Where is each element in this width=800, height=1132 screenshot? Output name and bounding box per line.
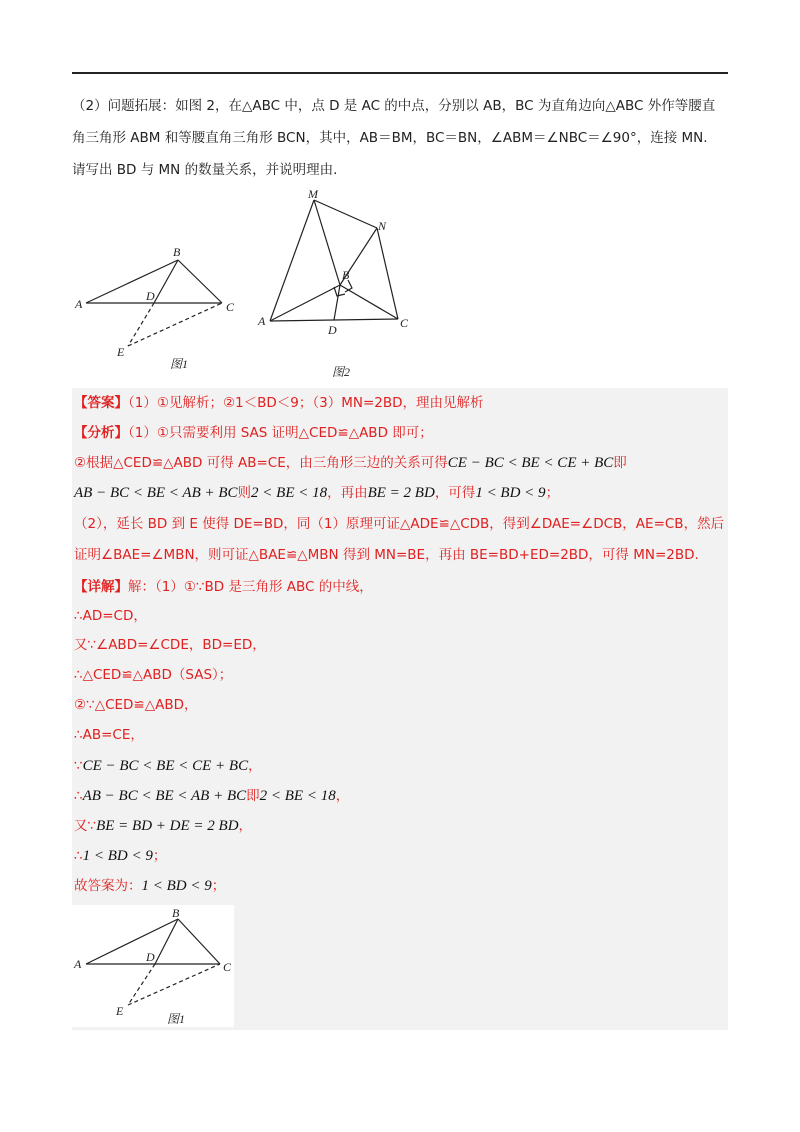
analysis-line-3 <box>74 482 726 504</box>
fig2-label-A: A <box>258 314 266 328</box>
fig1-label-A: A <box>75 297 83 311</box>
fig1-caption: 图1 <box>170 357 189 371</box>
analysis-math-3b: 2 < BE < 18 <box>251 485 328 501</box>
question-line-3: 请写出 BD 与 MN 的数量关系，并说明理由. <box>72 162 338 178</box>
answer-text: （1）①见解析；②1＜BD＜9；（3）MN=2BD，理由见解析 <box>128 395 484 411</box>
segment-NC <box>377 228 398 319</box>
analysis-text-3c: ，可得 <box>434 485 476 501</box>
fig2-label-C: C <box>400 316 409 330</box>
segment-AB <box>86 260 178 303</box>
detail-tag: 【详解】 <box>74 579 128 595</box>
detail-end-10: ； <box>152 848 167 864</box>
detail-line-7 <box>74 755 726 777</box>
figure-1-repeat-panel <box>72 905 234 1027</box>
analysis-text-2: ②根据△CED≌△ABD 可得 AB=CE，由三角形三边的关系可得 <box>74 455 448 471</box>
detail-line-11 <box>74 875 726 897</box>
detail-sym-10: ∴ <box>74 848 83 864</box>
fig2-label-D: D <box>328 323 337 337</box>
fig2-label-B: B <box>342 268 350 282</box>
detail-line-6: ∴AB=CE， <box>74 727 144 743</box>
figure-1 <box>86 260 222 346</box>
detail-line-9 <box>74 815 726 837</box>
answer-line <box>74 392 726 414</box>
analysis-tag: 【分析】 <box>74 425 128 441</box>
fig1-label-D: D <box>146 289 155 303</box>
detail-end-7: ， <box>248 758 262 774</box>
figures-1-2 <box>72 188 472 388</box>
analysis-line-5: 证明∠BAE=∠MBN，则可证△BAE≌△MBN 得到 MN=BE，再由 BE=BD+ED=2BD，可得 MN=2BD. <box>74 547 699 563</box>
analysis-line-2 <box>74 452 726 474</box>
segment-MB <box>314 200 340 285</box>
answer-tag: 【答案】 <box>74 395 128 411</box>
detail-line-10 <box>74 845 726 867</box>
fig1r-label-A: A <box>74 957 82 971</box>
fig1r-label-B: B <box>172 906 180 920</box>
detail-text-1: 解：（1）①∵BD 是三角形 ABC 的中线， <box>128 579 373 595</box>
detail-line-2: ∴AD=CD， <box>74 608 147 624</box>
detail-math-8b: 2 < BE < 18 <box>259 788 336 804</box>
detail-math-10: 1 < BD < 9 <box>82 848 153 864</box>
header-rule <box>72 72 728 74</box>
detail-end-11: ； <box>211 878 226 894</box>
detail-line-3: 又∵∠ABD=∠CDE，BD=ED， <box>74 637 266 653</box>
question-line-2: 角三角形 ABM 和等腰直角三角形 BCN，其中，AB＝BM，BC＝BN，∠ABM＝∠NBC＝∠90°，连接 MN. <box>72 130 708 146</box>
detail-math-9: BE = BD + DE = 2 BD <box>96 818 239 834</box>
detail-line-5: ②∵△CED≌△ABD， <box>74 697 198 713</box>
analysis-text-1: （1）①只需要利用 SAS 证明△CED≌△ABD 即可； <box>128 425 433 441</box>
segment-EC <box>128 303 222 346</box>
segment-MA <box>270 200 314 321</box>
segment-BC <box>178 260 222 303</box>
detail-text-8: 即 <box>246 788 260 804</box>
detail-end-8: ， <box>335 788 350 804</box>
detail-math-7: CE − BC < BE < CE + BC <box>82 758 249 774</box>
fig2-label-M: M <box>308 188 318 201</box>
figure-1-repeat <box>72 905 234 1027</box>
fig2-caption: 图2 <box>332 365 351 379</box>
detail-line-1 <box>74 576 726 598</box>
segment-BD <box>155 919 178 964</box>
detail-sym-7: ∵ <box>74 758 83 774</box>
segment-BC <box>178 919 220 964</box>
fig1-label-C: C <box>226 300 235 314</box>
question-line-1: （2）问题拓展：如图 2，在△ABC 中，点 D 是 AC 的中点，分别以 AB，BC 为直角边向△ABC 外作等腰直 <box>72 98 716 114</box>
detail-sym-9: 又∵ <box>74 818 97 834</box>
analysis-math-3d: 1 < BD < 9 <box>475 485 546 501</box>
fig1r-label-E: E <box>116 1004 124 1018</box>
analysis-math-3a: AB − BC < BE < AB + BC <box>74 485 238 501</box>
detail-math-11: 1 < BD < 9 <box>141 878 212 894</box>
analysis-text-3a: 则 <box>237 485 252 501</box>
segment-MN <box>314 200 377 228</box>
detail-line-4: ∴△CED≌△ABD（SAS）； <box>74 667 233 683</box>
fig1r-caption: 图1 <box>167 1012 186 1026</box>
detail-line-8 <box>74 785 726 807</box>
segment-BD <box>154 260 178 303</box>
fig1-label-B: B <box>173 245 181 259</box>
analysis-line-4: （2），延长 BD 到 E 使得 DE=BD，同（1）原理可证△ADE≌△CDB，得到∠DAE=∠DCB，AE=CB，然后 <box>74 516 725 532</box>
analysis-line-1 <box>74 422 726 444</box>
fig1r-label-C: C <box>223 960 232 974</box>
analysis-text-3d: ； <box>545 485 560 501</box>
detail-text-11: 故答案为： <box>74 878 142 894</box>
analysis-text-2-end: 即 <box>613 455 627 471</box>
analysis-math-2: CE − BC < BE < CE + BC <box>447 455 614 471</box>
fig1r-label-D: D <box>146 950 155 964</box>
segment-AB <box>86 919 178 964</box>
detail-sym-8: ∴ <box>74 788 83 804</box>
analysis-math-3c: BE = 2 BD <box>367 485 435 501</box>
detail-end-9: ， <box>238 818 253 834</box>
analysis-text-3b: ，再由 <box>327 485 368 501</box>
fig2-label-N: N <box>378 219 387 233</box>
fig1-label-E: E <box>117 345 125 359</box>
detail-math-8a: AB − BC < BE < AB + BC <box>82 788 247 804</box>
